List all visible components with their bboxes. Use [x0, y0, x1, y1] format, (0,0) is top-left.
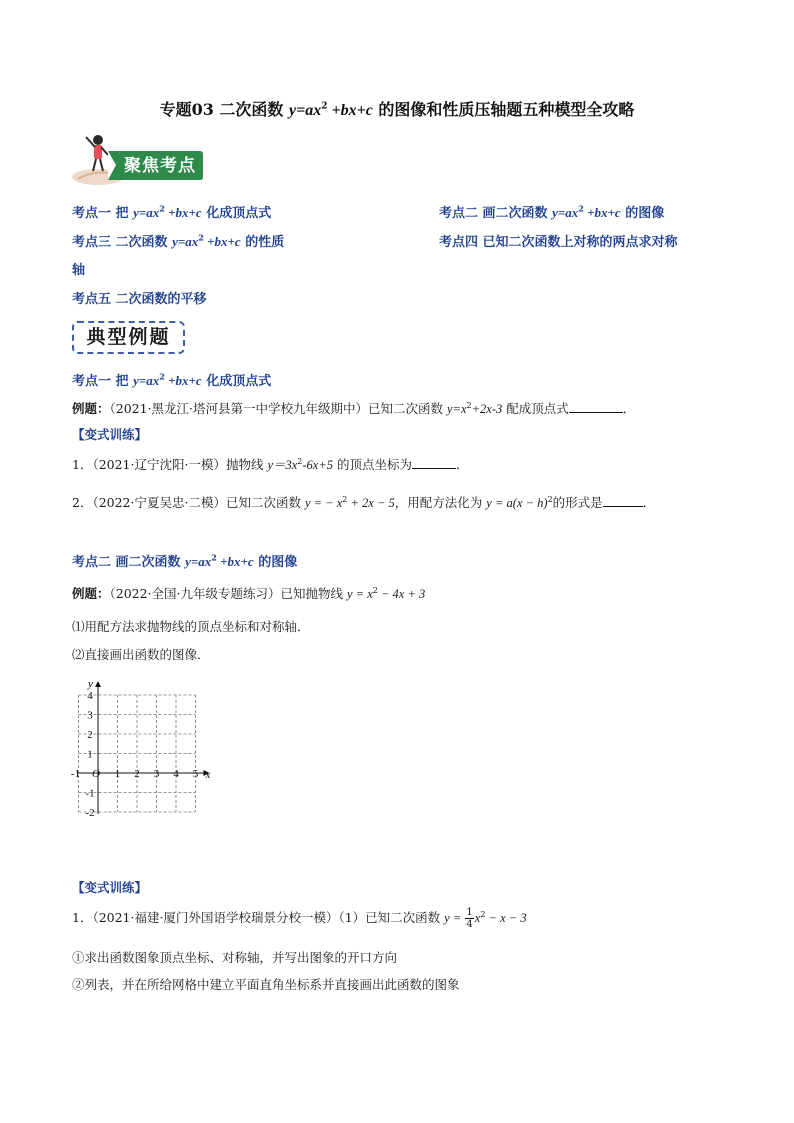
title-suffix: 的图像和性质压轴题五种模型全攻略 — [372, 100, 635, 119]
x-tick-label: 3 — [153, 768, 160, 780]
x-axis-label: x — [205, 769, 211, 781]
section2-q1-c2: ②列表，并在所给网格中建立平面直角坐标系并直接画出此函数的图象 — [72, 977, 460, 992]
section2-heading: 考点二 画二次函数 $y=ax^2 +bx+c$ 的图像 — [72, 552, 298, 570]
section1-heading: 考点一 把 $y=ax^2 +bx+c$ 化成顶点式 — [72, 371, 272, 389]
section2-q1-c1: ①求出函数图象顶点坐标、对称轴，并写出图象的开口方向 — [72, 950, 398, 965]
title-formula-rest: +bx+c — [327, 102, 373, 119]
answer-blank[interactable] — [412, 456, 456, 469]
toc-item-4-wrap[interactable]: 轴 — [72, 263, 86, 278]
y-axis-label: y — [88, 678, 93, 690]
origin-label: O — [92, 768, 100, 780]
banner-label: 聚焦考点 — [124, 156, 196, 176]
section1-q1: 1．（2021·辽宁沈阳·一模）抛物线 $y=3x^2-6x+5$ 的顶点坐标为 ． — [72, 456, 469, 472]
x-tick-label: 4 — [173, 768, 179, 780]
coordinate-grid[interactable] — [68, 668, 218, 816]
x-tick-label: 1 — [114, 768, 121, 780]
section2-part2: ⑵直接画出函数的图像． — [72, 647, 210, 662]
toc-item-4[interactable]: 考点四 已知二次函数上对称的两点求对称 — [439, 235, 678, 250]
answer-blank[interactable] — [569, 400, 623, 413]
focus-banner — [68, 131, 204, 187]
grid-svg — [68, 668, 218, 816]
title-sup: 2 — [321, 101, 328, 112]
page-title — [0, 97, 794, 120]
toc-item-2[interactable]: 考点二 画二次函数 $y=ax^2 +bx+c$ 的图像 — [439, 203, 665, 221]
section2-q1: 1．（2021·福建·厦门外国语学校瑞景分校一模）（1）已知二次函数 y = $\frac{1}{4}$ $x^2 - x - 3$ — [72, 907, 527, 930]
toc-item-5[interactable]: 考点五 二次函数的平移 — [72, 292, 207, 307]
section2-part1: ⑴用配方法求抛物线的顶点坐标和对称轴． — [72, 619, 310, 634]
x-tick-label: 2 — [134, 768, 140, 780]
section1-example: 例题：（2021·黑龙江·塔河县第一中学校九年级期中）已知二次函数 $y=x^2+2x-3$ 配成顶点式 ． — [72, 400, 636, 416]
section1-q2: 2．（2022·宁夏吴忠·二模）已知二次函数 y = − $x^2 + 2x - 5$，用配方法化为 $y = a(x - h)^2$的形式是 ． — [72, 494, 656, 510]
toc-item-3[interactable]: 考点三 二次函数 $y=ax^2 +bx+c$ 的性质 — [72, 232, 285, 250]
title-formula: y=ax — [289, 102, 322, 119]
y-tick-label: 2 — [87, 729, 93, 741]
x-tick-label: 5 — [192, 768, 199, 780]
typical-examples-box: 典型例题 — [72, 321, 185, 354]
y-tick-label: -1 — [85, 787, 95, 800]
y-tick-label: 4 — [87, 690, 93, 702]
y-tick-label: -2 — [85, 807, 95, 816]
x-tick-label: -1 — [70, 768, 81, 780]
answer-blank[interactable] — [603, 494, 643, 507]
section2-variant-label: 【变式训练】 — [72, 880, 148, 895]
fraction: $\frac{1}{4}$ — [466, 907, 473, 930]
y-tick-label: 3 — [87, 709, 93, 722]
title-prefix: 专题03 二次函数 — [159, 100, 289, 119]
toc-item-1[interactable]: 考点一 把 $y=ax^2 +bx+c$ 化成顶点式 — [72, 203, 272, 221]
y-axis-arrow-icon — [95, 681, 101, 687]
y-tick-label: 1 — [87, 748, 93, 761]
section2-example: 例题：（2022·全国·九年级专题练习）已知抛物线 $y = x^2 - 4x + 3$ — [72, 585, 426, 601]
section1-variant-label: 【变式训练】 — [72, 427, 148, 442]
